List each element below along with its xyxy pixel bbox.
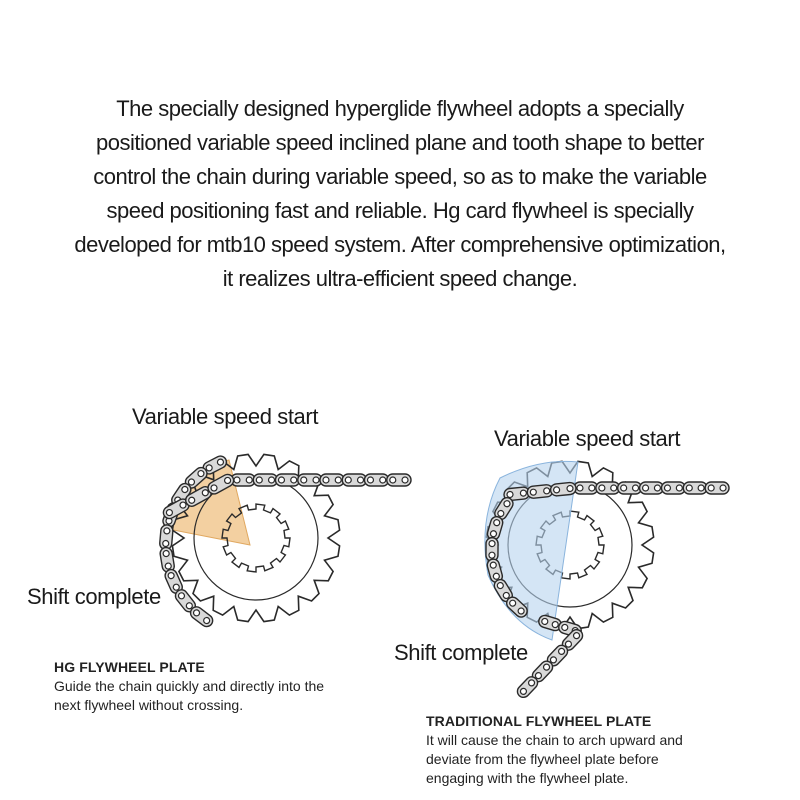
intro-line: it realizes ultra-efficient speed change. bbox=[222, 266, 578, 291]
chain-link bbox=[683, 482, 707, 494]
intro-line: developed for mtb10 speed system. After comprehensive optimization, bbox=[74, 232, 726, 257]
hg-caption-title: HG FLYWHEEL PLATE bbox=[54, 659, 205, 675]
chain-link bbox=[275, 474, 299, 486]
chain-link bbox=[550, 482, 577, 496]
chain-link bbox=[640, 482, 664, 494]
intro-line: The specially designed hyperglide flywheel adopts a specially bbox=[116, 96, 684, 121]
traditional-shift-complete-label: Shift complete bbox=[394, 640, 528, 665]
chain-link bbox=[298, 474, 322, 486]
chain-link bbox=[188, 604, 215, 628]
chain-link bbox=[159, 524, 173, 550]
traditional-caption-title: TRADITIONAL FLYWHEEL PLATE bbox=[426, 713, 652, 729]
traditional-caption-line: engaging with the flywheel plate. bbox=[426, 770, 629, 786]
traditional-caption-line: deviate from the flywheel plate before bbox=[426, 751, 659, 767]
chain-link bbox=[231, 474, 255, 486]
chain-link bbox=[486, 538, 498, 562]
chain-link bbox=[527, 484, 554, 498]
intro-line: control the chain during variable speed, so as to make the variable bbox=[93, 164, 707, 189]
chain-link bbox=[253, 474, 277, 486]
chain-link bbox=[574, 482, 598, 494]
chain-link bbox=[596, 482, 620, 494]
hg-chain bbox=[159, 454, 411, 629]
hg-caption bbox=[54, 658, 324, 715]
chain-link bbox=[320, 474, 344, 486]
traditional-variable-speed-start-label: Variable speed start bbox=[494, 426, 681, 451]
hg-variable-speed-start-label: Variable speed start bbox=[132, 404, 319, 429]
chain-link bbox=[515, 674, 540, 699]
chain-link bbox=[342, 474, 366, 486]
intro-line: positioned variable speed inclined plane and tooth shape to better bbox=[96, 130, 704, 155]
chain-link bbox=[661, 482, 685, 494]
hg-sprocket-illustration bbox=[159, 454, 411, 629]
traditional-caption bbox=[426, 712, 683, 788]
chain-link bbox=[705, 482, 729, 494]
traditional-caption-line: It will cause the chain to arch upward and bbox=[426, 732, 683, 748]
hg-shift-complete-label: Shift complete bbox=[27, 584, 161, 609]
chain-link bbox=[387, 474, 411, 486]
chain-link bbox=[618, 482, 642, 494]
hg-caption-line: next flywheel without crossing. bbox=[54, 697, 244, 713]
intro-line: speed positioning fast and reliable. Hg card flywheel is specially bbox=[106, 198, 694, 223]
hg-caption-line: Guide the chain quickly and directly into the bbox=[54, 678, 325, 694]
chain-link bbox=[364, 474, 388, 486]
